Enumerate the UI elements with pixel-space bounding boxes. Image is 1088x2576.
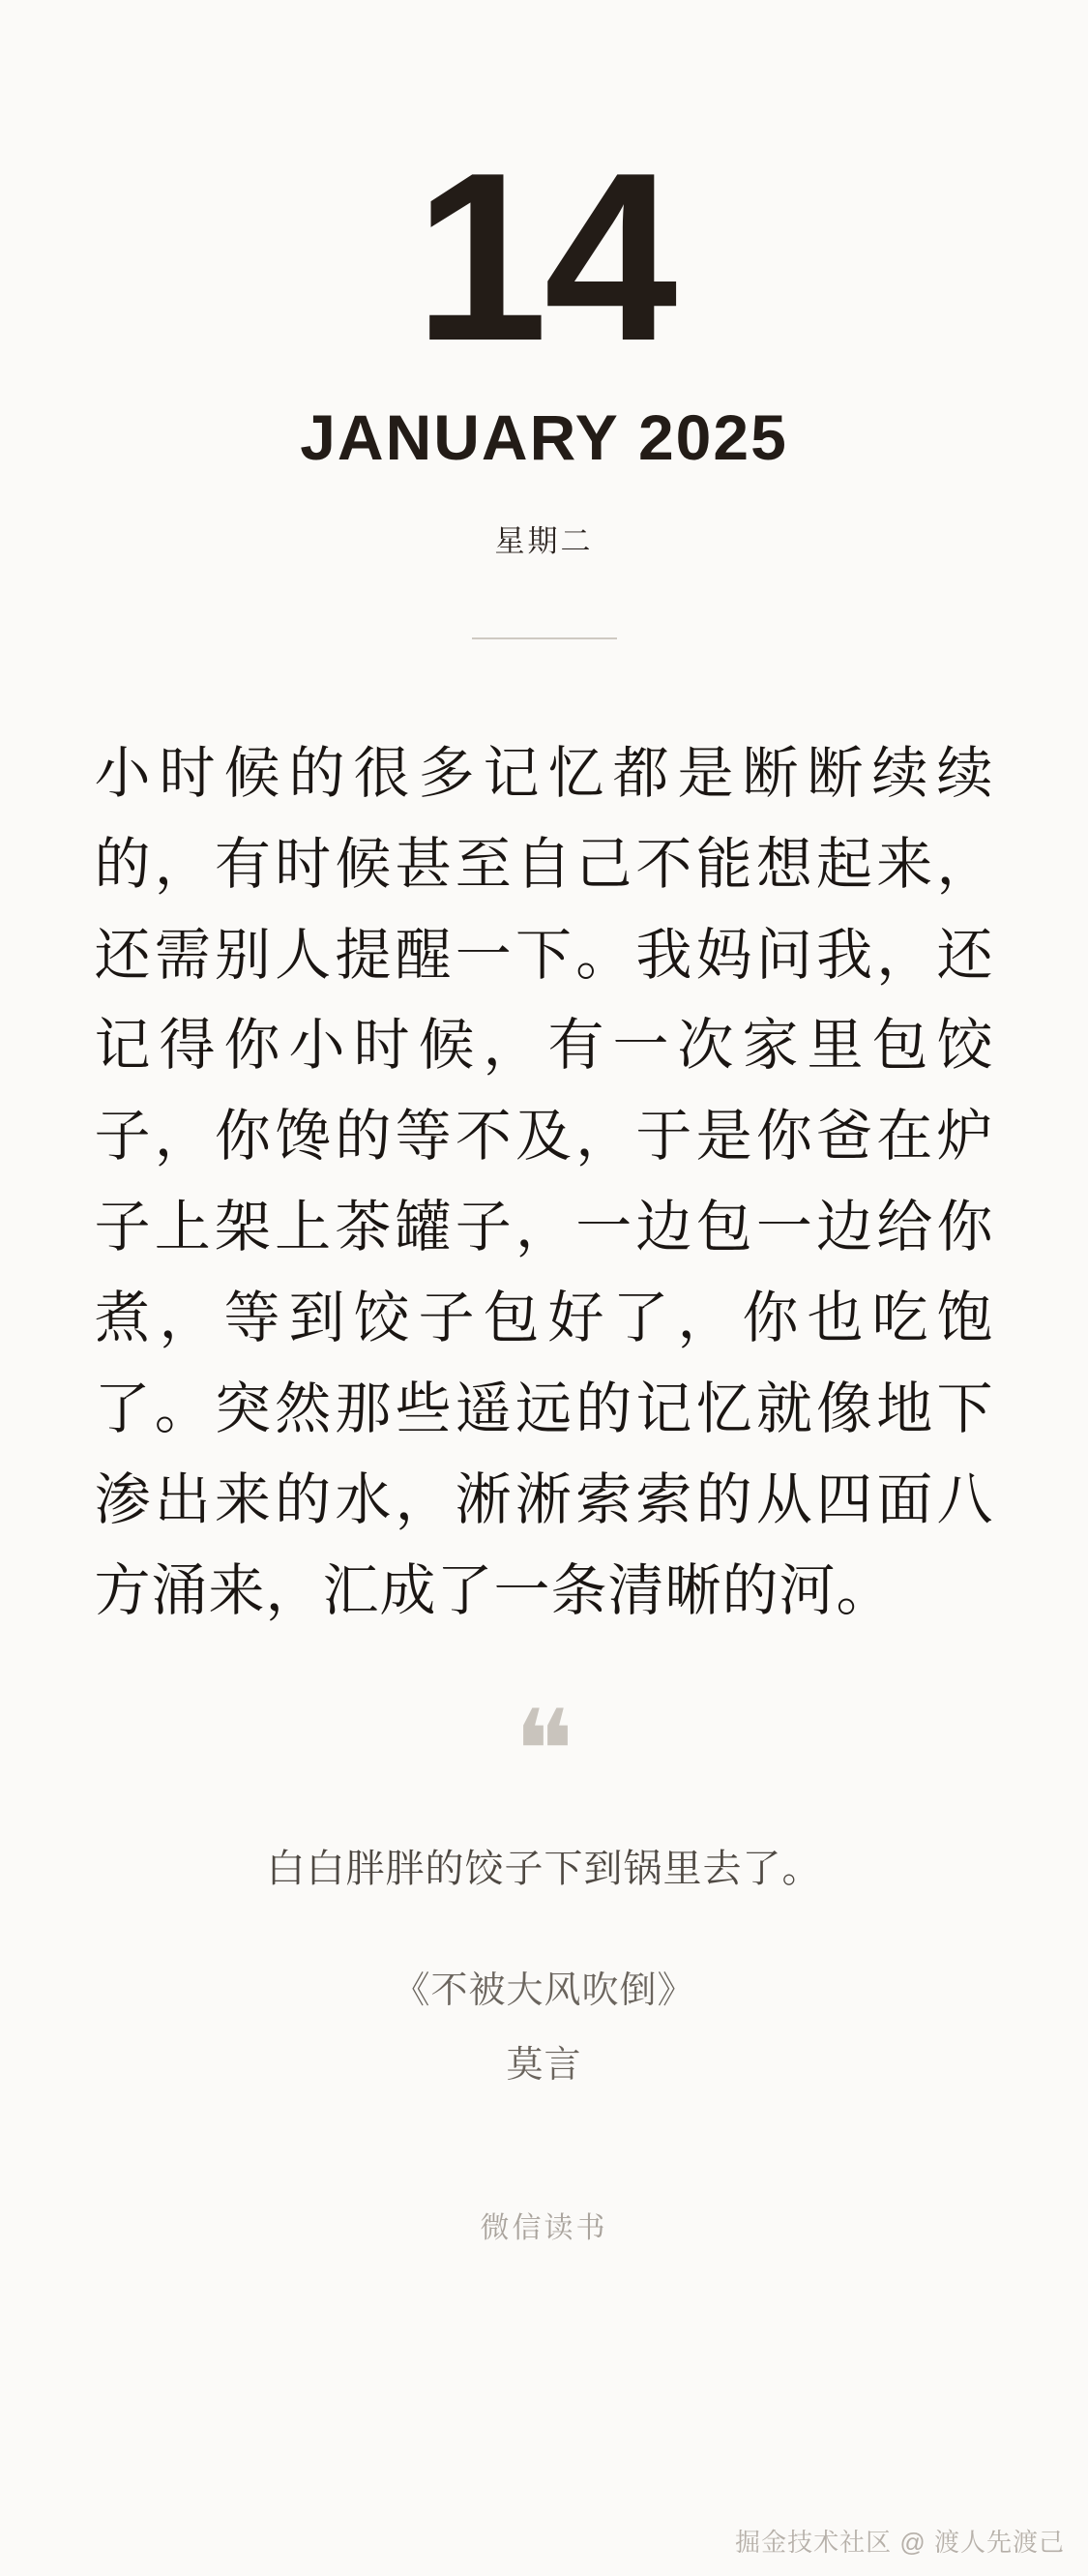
quote-source-author: 莫言 — [506, 2045, 582, 2087]
weekday-label: 星期二 — [494, 523, 594, 558]
quote-source-book: 《不被大风吹倒》 — [393, 1970, 695, 2012]
month-year-label: JANUARY 2025 — [300, 400, 788, 473]
day-number: 14 — [414, 122, 674, 391]
divider — [472, 637, 617, 639]
quote-text: 白白胖胖的饺子下到锅里去了。 — [266, 1847, 822, 1891]
quote-mark-icon: ❝ — [514, 1691, 574, 1816]
date-header — [0, 0, 1088, 560]
body-paragraph: 小时候的很多记忆都是断断续续的，有时候甚至自己不能想起来，还需别人提醒一下。我妈问我，还记得你小时候，有一次家里包饺子，你馋的等不及，于是你爸在炉子上架上茶罐子，一边包一边给你煮，等到饺子包好了，你也吃饱了。突然那些遥远的记忆就像地下渗出来的水，淅淅索索的从四面八方涌来，汇成了一条清晰的河。 — [94, 741, 994, 1623]
watermark-label: 掘金技术社区 @ 渡人先渡己 — [735, 2528, 1065, 2557]
app-brand-label: 微信读书 — [480, 2212, 608, 2245]
